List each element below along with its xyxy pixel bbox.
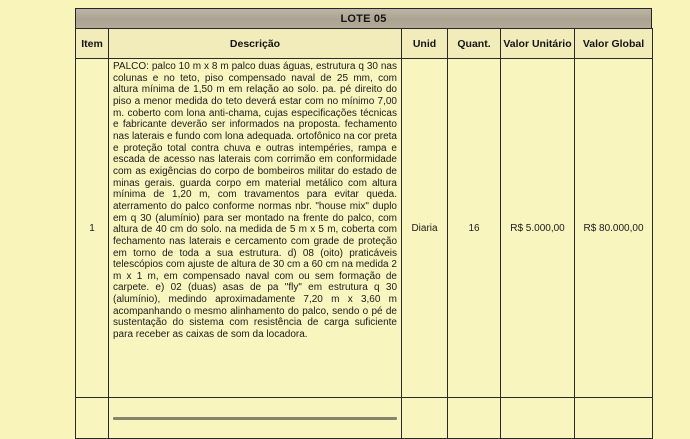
description-text: PALCO: palco 10 m x 8 m palco duas águas, estrutura q 30 nas colunas e no teto, piso compensado naval de 25 mm, com altura mínima de 1,50 m em relação ao solo. pa. pé direito do piso a menor medida do teto deverá estar com no mínimo 7,00 m. coberto com lona anti-chama, cujas especificações técnicas e fabricante deverão ser informados na proposta. fechamento nas laterais e fundo com lona adequada. ortofônico na cor preta e proteção total contra chuva e outras intempéries, rampa e escada de acesso nas laterais com corrimão em conformidade com as exigências do corpo de bombeiros militar do estado de minas gerais. guarda corpo em material metálico com altura mínima de 1,20 m, com travamentos para evitar queda. aterramento do palco conforme normas nbr. "house mix" duplo em q 30 (alumínio) para ser montado na frente do palco, com altura de 40 cm do solo. na medida de 5 m x 5 m, coberta com fechamento nas laterais e cercamento com grade de proteção em torno de toda a sua estrutura. d) 08 (oito) praticáveis telescópios com ajuste de altura de 30 cm a 60 cm na medida 2 m x 1 m, em compensado naval com ou sem formação de carpete. e) 02 (duas) asas de pa "fly" em estrutura q 30 (alumínio), medindo aproximadamente 7,20 m x 3,60 m acompanhando o mesmo alinhamento do palco, sendo o pé de sustentação do sistema com resistência de carga suficiente para receber as caixas de som da locadora. [113, 61, 397, 341]
column-header-descricao: Descrição [109, 29, 402, 59]
column-header-valor-global: Valor Global [575, 29, 653, 59]
next-quantity-cell [448, 398, 501, 439]
item-number-cell: 1 [76, 59, 109, 398]
column-header-item: Item [76, 29, 109, 59]
next-item-cell [76, 398, 109, 439]
column-header-unid: Unid [402, 29, 448, 59]
lot-title-bar [75, 8, 652, 29]
description-cell [109, 59, 402, 398]
lot-table-container [75, 8, 652, 439]
next-global-price-cell [575, 398, 653, 439]
lot-table [75, 28, 653, 439]
table-row [76, 59, 653, 398]
clipped-text-hint [113, 417, 397, 420]
next-description-cell [109, 398, 402, 439]
next-row-partial [76, 398, 653, 439]
lot-title: LOTE 05 [340, 12, 387, 25]
next-unit-price-cell [501, 398, 575, 439]
unit-price-cell: R$ 5.000,00 [501, 59, 575, 398]
next-unit-cell [402, 398, 448, 439]
global-price-cell: R$ 80.000,00 [575, 59, 653, 398]
unit-cell: Diaria [402, 59, 448, 398]
column-header-valor-unitario: Valor Unitário [501, 29, 575, 59]
column-header-quant: Quant. [448, 29, 501, 59]
quantity-cell: 16 [448, 59, 501, 398]
header-row [76, 29, 653, 59]
